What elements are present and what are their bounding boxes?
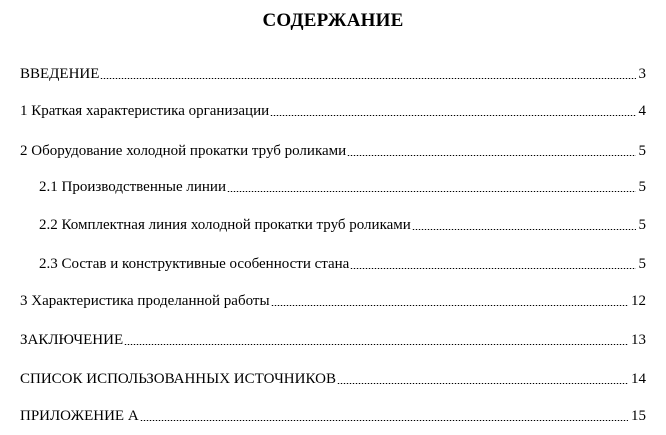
dot-leader — [337, 383, 628, 384]
toc-entry-label: ПРИЛОЖЕНИЕ А — [20, 408, 139, 424]
toc-page-number: 14 — [631, 371, 646, 387]
dot-leader — [270, 115, 635, 116]
toc-entry-label: 3 Характеристика проделанной работы — [20, 293, 270, 309]
toc-entry-label: СПИСОК ИСПОЛЬЗОВАННЫХ ИСТОЧНИКОВ — [20, 371, 336, 387]
toc-entry-section-2[interactable] — [20, 141, 646, 161]
toc-entry-introduction[interactable] — [20, 64, 646, 84]
dot-leader — [100, 78, 635, 79]
toc-entry-label: ВВЕДЕНИЕ — [20, 66, 100, 82]
toc-page-number: 3 — [638, 66, 646, 82]
dot-leader — [271, 305, 628, 306]
toc-entry-label: 2.1 Производственные линии — [39, 179, 226, 195]
toc-page-number: 15 — [631, 408, 646, 424]
toc-entry-appendix-a[interactable] — [20, 406, 646, 426]
toc-entry-label: 2 Оборудование холодной прокатки труб роликами — [20, 143, 347, 159]
dot-leader — [124, 344, 628, 345]
toc-entry-section-2-3[interactable] — [39, 254, 646, 274]
toc-entry-label: 2.2 Комплектная линия холодной прокатки труб роликами — [39, 217, 411, 233]
toc-page-number: 5 — [638, 217, 646, 233]
page-title: СОДЕРЖАНИЕ — [262, 10, 404, 31]
toc-page-number: 5 — [638, 143, 646, 159]
toc-entry-section-2-2[interactable] — [39, 215, 646, 235]
toc-page-number: 13 — [631, 332, 646, 348]
toc-entry-label: 2.3 Состав и конструктивные особенности стана — [39, 256, 350, 272]
toc-entry-section-2-1[interactable] — [39, 177, 646, 197]
dot-leader — [412, 229, 636, 230]
toc-entry-conclusion[interactable] — [20, 330, 646, 350]
toc-page-number: 12 — [631, 293, 646, 309]
dot-leader — [350, 268, 635, 269]
toc-page-number: 5 — [638, 256, 646, 272]
toc-entry-label: 1 Краткая характеристика организации — [20, 103, 270, 119]
toc-entry-section-3[interactable] — [20, 291, 646, 311]
dot-leader — [140, 420, 628, 421]
toc-entry-references[interactable] — [20, 369, 646, 389]
toc-page-number: 4 — [638, 103, 646, 119]
toc-entry-label: ЗАКЛЮЧЕНИЕ — [20, 332, 124, 348]
toc-entry-section-1[interactable] — [20, 101, 646, 121]
dot-leader — [347, 155, 635, 156]
dot-leader — [227, 191, 636, 192]
toc-page-number: 5 — [638, 179, 646, 195]
